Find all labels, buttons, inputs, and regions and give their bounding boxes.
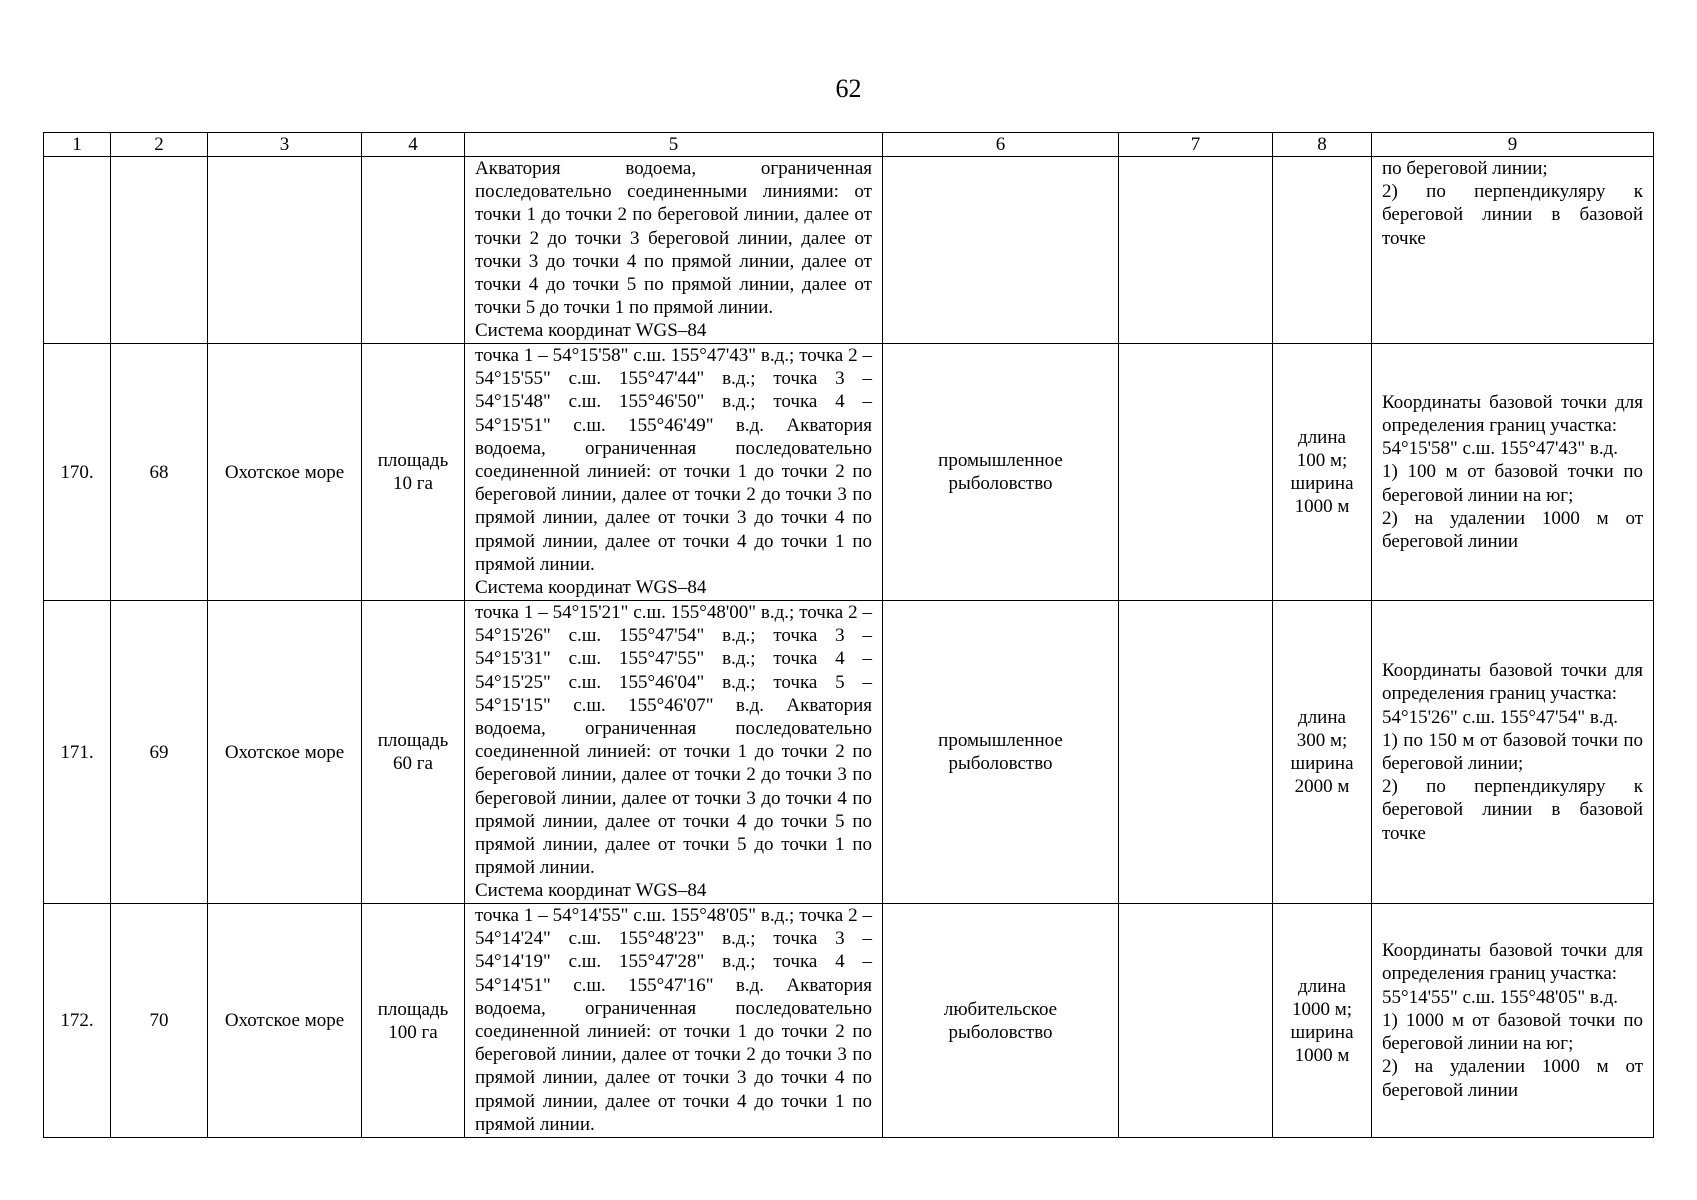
cell-base-point: Координаты базовой точки для определения границ участка: 54°15'26" с.ш. 155°47'54" в.д. 1) по 150 м от базовой точки по береговой линии; 2) по перпендикуляру к береговой линии в базовой точке [1372,601,1654,904]
cell-empty [1119,157,1273,344]
cell-water-body: Охотское море [208,344,362,601]
cell-empty [111,157,208,344]
cell-area-size: площадь 10 га [362,344,465,601]
header-col-3: 3 [208,133,362,157]
cell-boundary-description: точка 1 – 54°14'55" с.ш. 155°48'05" в.д.; точка 2 – 54°14'24" с.ш. 155°48'23" в.д.; точка 3 – 54°14'19" с.ш. 155°47'28" в.д.; точка 4 – 54°14'51" с.ш. 155°47'16" в.д. Акватория водоема, ограниченная последовательно соединенной линией: от точки 1 до точки 2 по береговой линии, далее от точки 2 до точки 3 по прямой линии, далее от точки 3 до точки 4 по прямой линии, далее от точки 4 до точки 1 по прямой линии. [465,904,883,1138]
cell-area-number: 68 [111,344,208,601]
cell-empty [44,157,111,344]
cell-area-size: площадь 100 га [362,904,465,1138]
fishing-areas-table [43,132,1654,1138]
cell-empty [362,157,465,344]
table-row-continuation [44,157,1654,344]
cell-col-7 [1119,904,1273,1138]
cell-base-point: Координаты базовой точки для определения границ участка: 54°15'58" с.ш. 155°47'43" в.д. 1) 100 м от базовой точки по береговой линии на юг; 2) на удалении 1000 м от береговой линии [1372,344,1654,601]
cell-row-number: 170. [44,344,111,601]
table-row [44,601,1654,904]
cell-fishing-type: любительское рыболовство [883,904,1119,1138]
cell-boundary-description: точка 1 – 54°15'58" с.ш. 155°47'43" в.д.; точка 2 – 54°15'55" с.ш. 155°47'44" в.д.; точка 3 – 54°15'48" с.ш. 155°46'50" в.д.; точка 4 – 54°15'51" с.ш. 155°46'49" в.д. Акватория водоема, ограниченная последовательно соединенной линией: от точки 1 до точки 2 по береговой линии, далее от точки 2 до точки 3 по прямой линии, далее от точки 3 до точки 4 по прямой линии, далее от точки 4 до точки 1 по прямой линии. Система координат WGS–84 [465,344,883,601]
table-row [44,344,1654,601]
cell-col-7 [1119,601,1273,904]
header-col-6: 6 [883,133,1119,157]
cell-water-body: Охотское море [208,601,362,904]
header-col-7: 7 [1119,133,1273,157]
cell-area-number: 70 [111,904,208,1138]
cell-dimensions: длина 1000 м; ширина 1000 м [1273,904,1372,1138]
cell-fishing-type: промышленное рыболовство [883,344,1119,601]
cell-empty [1273,157,1372,344]
cell-empty [883,157,1119,344]
cell-row-number: 171. [44,601,111,904]
header-col-9: 9 [1372,133,1654,157]
header-col-4: 4 [362,133,465,157]
header-col-1: 1 [44,133,111,157]
header-col-2: 2 [111,133,208,157]
cell-base-point: по береговой линии; 2) по перпендикуляру к береговой линии в базовой точке [1372,157,1654,344]
cell-boundary-description: точка 1 – 54°15'21" с.ш. 155°48'00" в.д.; точка 2 – 54°15'26" с.ш. 155°47'54" в.д.; точка 3 – 54°15'31" с.ш. 155°47'55" в.д.; точка 4 – 54°15'25" с.ш. 155°46'04" в.д.; точка 5 – 54°15'15" с.ш. 155°46'07" в.д. Акватория водоема, ограниченная последовательно соединенной линией: от точки 1 до точки 2 по береговой линии, далее от точки 2 до точки 3 по береговой линии, далее от точки 3 до точки 4 по прямой линии, далее от точки 4 до точки 5 по прямой линии, далее от точки 5 до точки 1 по прямой линии. Система координат WGS–84 [465,601,883,904]
header-col-8: 8 [1273,133,1372,157]
header-row [44,133,1654,157]
cell-fishing-type: промышленное рыболовство [883,601,1119,904]
cell-area-number: 69 [111,601,208,904]
cell-empty [208,157,362,344]
cell-boundary-description: Акватория водоема, ограниченная последовательно соединенными линиями: от точки 1 до точки 2 по береговой линии, далее от точки 2 до точки 3 береговой линии, далее от точки 3 до точки 4 по прямой линии, далее от точки 4 до точки 5 по прямой линии, далее от точки 5 до точки 1 по прямой линии. Система координат WGS–84 [465,157,883,344]
cell-water-body: Охотское море [208,904,362,1138]
cell-dimensions: длина 100 м; ширина 1000 м [1273,344,1372,601]
cell-base-point: Координаты базовой точки для определения границ участка: 55°14'55" с.ш. 155°48'05" в.д. 1) 1000 м от базовой точки по береговой линии на юг; 2) на удалении 1000 м от береговой линии [1372,904,1654,1138]
header-col-5: 5 [465,133,883,157]
page-number: 62 [835,74,862,103]
cell-area-size: площадь 60 га [362,601,465,904]
table-row [44,904,1654,1138]
cell-col-7 [1119,344,1273,601]
cell-dimensions: длина 300 м; ширина 2000 м [1273,601,1372,904]
cell-row-number: 172. [44,904,111,1138]
